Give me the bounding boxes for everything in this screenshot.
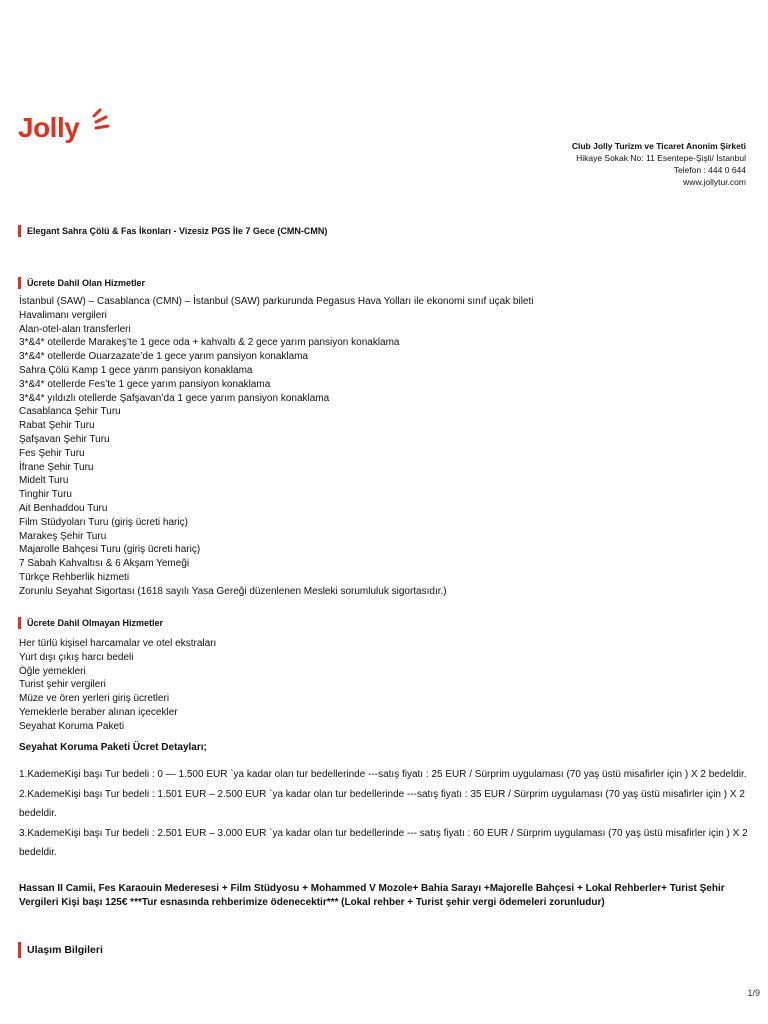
sun-rays-icon	[78, 108, 120, 138]
list-item: Sahra Çölü Kamp 1 gece yarım pansiyon konaklama	[19, 364, 253, 376]
list-item: Midelt Turu	[19, 475, 69, 487]
list-item: İfrane Şehir Turu	[19, 461, 94, 473]
tier-item: 2.KademeKişi başı Tur bedeli : 1.501 EUR – 2.500 EUR `ya kadar olan tur bedellerinde ---satış fiyatı : 35 EUR / Sürprim uygulaması (70 yaş üstü misafirler için ) X 2 bedeldir.	[19, 788, 745, 819]
list-item: Müze ve ören yerleri giriş ücretleri	[19, 693, 170, 705]
list-item: 7 Sabah Kahvaltısı & 6 Akşam Yemeği	[19, 558, 190, 570]
list-item: Türkçe Rehberlik hizmeti	[19, 571, 130, 583]
list-item: Film Stüdyoları Turu (giriş ücreti hariç)	[19, 516, 188, 528]
list-item: 3*&4* otellerde Marakeş’te 1 gece oda + kahvaltı & 2 gece yarım pansiyon konaklama	[19, 337, 400, 349]
list-item: Zorunlu Seyahat Sigortası (1618 sayılı Yasa Gereği düzenlenen Mesleki sorumluluk sigortasıdır.)	[19, 585, 447, 597]
company-address: Hikaye Sokak No: 11 Esentepe-Şişli/ İstanbul	[576, 153, 746, 163]
company-website[interactable]: www.jollytur.com	[683, 177, 746, 187]
tier-item: 3.KademeKişi başı Tur bedeli : 2.501 EUR – 3.000 EUR `ya kadar olan tur bedellerinde --- satış fiyatı : 60 EUR / Sürprim uygulaması (70 yaş üstü misafirler için ) X 2 bedeldir.	[19, 827, 748, 858]
included-list	[19, 295, 534, 599]
protection-tiers	[19, 765, 754, 863]
page-number: 1/9	[747, 988, 760, 998]
company-name: Club Jolly Turizm ve Ticaret Anonim Şirketi	[571, 141, 746, 151]
list-item: 3*&4* otellerde Fes’te 1 gece yarım pansiyon konaklama	[19, 378, 271, 390]
tier-item: 1.KademeKişi başı Tur bedeli : 0 — 1.500 EUR `ya kadar olan tur bedellerinde ---satış fiyatı : 25 EUR / Sürprim uygulaması (70 yaş üstü misafirler için ) X 2 bedeldir.	[19, 769, 747, 780]
list-item: 3*&4* otellerde Ouarzazate’de 1 gece yarım pansiyon konaklama	[19, 351, 309, 363]
transport-heading: Ulaşım Bilgileri	[18, 942, 103, 958]
list-item: Havalimanı vergileri	[19, 309, 107, 321]
list-item: Her türlü kişisel harcamalar ve otel ekstraları	[19, 638, 217, 649]
excluded-list	[19, 637, 216, 734]
list-item: 3*&4* yıldızlı otellerde Şafşavan’da 1 gece yarım pansiyon konaklama	[19, 392, 330, 404]
company-phone: Telefon : 444 0 644	[673, 165, 746, 175]
tour-title: Elegant Sahra Çölü & Fas İkonları - Vizesiz PGS İle 7 Gece (CMN-CMN)	[18, 225, 327, 237]
list-item: Fes Şehir Turu	[19, 447, 85, 459]
list-item: Alan-otel-alan transferleri	[19, 323, 131, 335]
list-item: Majarolle Bahçesi Turu (giriş ücreti hariç)	[19, 544, 201, 556]
list-item: Casablanca Şehir Turu	[19, 406, 121, 418]
jolly-logo	[18, 108, 108, 148]
list-item: Turist şehir vergileri	[19, 679, 106, 691]
list-item: Öğle yemekleri	[19, 665, 86, 677]
list-item: Seyahat Koruma Paketi	[19, 720, 125, 732]
logo-text: Jolly	[18, 112, 80, 143]
protection-heading: Seyahat Koruma Paketi Ücret Detayları;	[19, 742, 207, 753]
list-item: Tinghir Turu	[19, 489, 72, 501]
list-item: Yurt dışı çıkış harcı bedeli	[19, 651, 134, 663]
list-item: Yemeklerle beraber alınan içecekler	[19, 706, 178, 718]
list-item: Ait Benhaddou Turu	[19, 502, 108, 514]
included-heading: Ücrete Dahil Olan Hizmetler	[18, 277, 145, 289]
excluded-heading: Ücrete Dahil Olmayan Hizmetler	[18, 617, 163, 629]
list-item: Rabat Şehir Turu	[19, 420, 95, 432]
list-item: Şafşavan Şehir Turu	[19, 433, 110, 445]
list-item: Marakeş Şehir Turu	[19, 530, 107, 542]
extra-fees-note: Hassan II Camii, Fes Karaouin Mederesesi + Film Stüdyosu + Mohammed V Mozole+ Bahia Sarayı +Majorelle Bahçesi + Lokal Rehberler+ Turist Şehir Vergileri Kişi başı 125€ ***Tur esnasında rehberimize ödenecektir*** (Lokal rehber + Turist şehir vergi ödemeleri zorunludur)	[19, 883, 725, 908]
list-item: İstanbul (SAW) – Casablanca (CMN) – İstanbul (SAW) parkurunda Pegasus Hava Yolları ile ekonomi sınıf uçak bileti	[19, 296, 534, 307]
company-info	[572, 140, 746, 188]
